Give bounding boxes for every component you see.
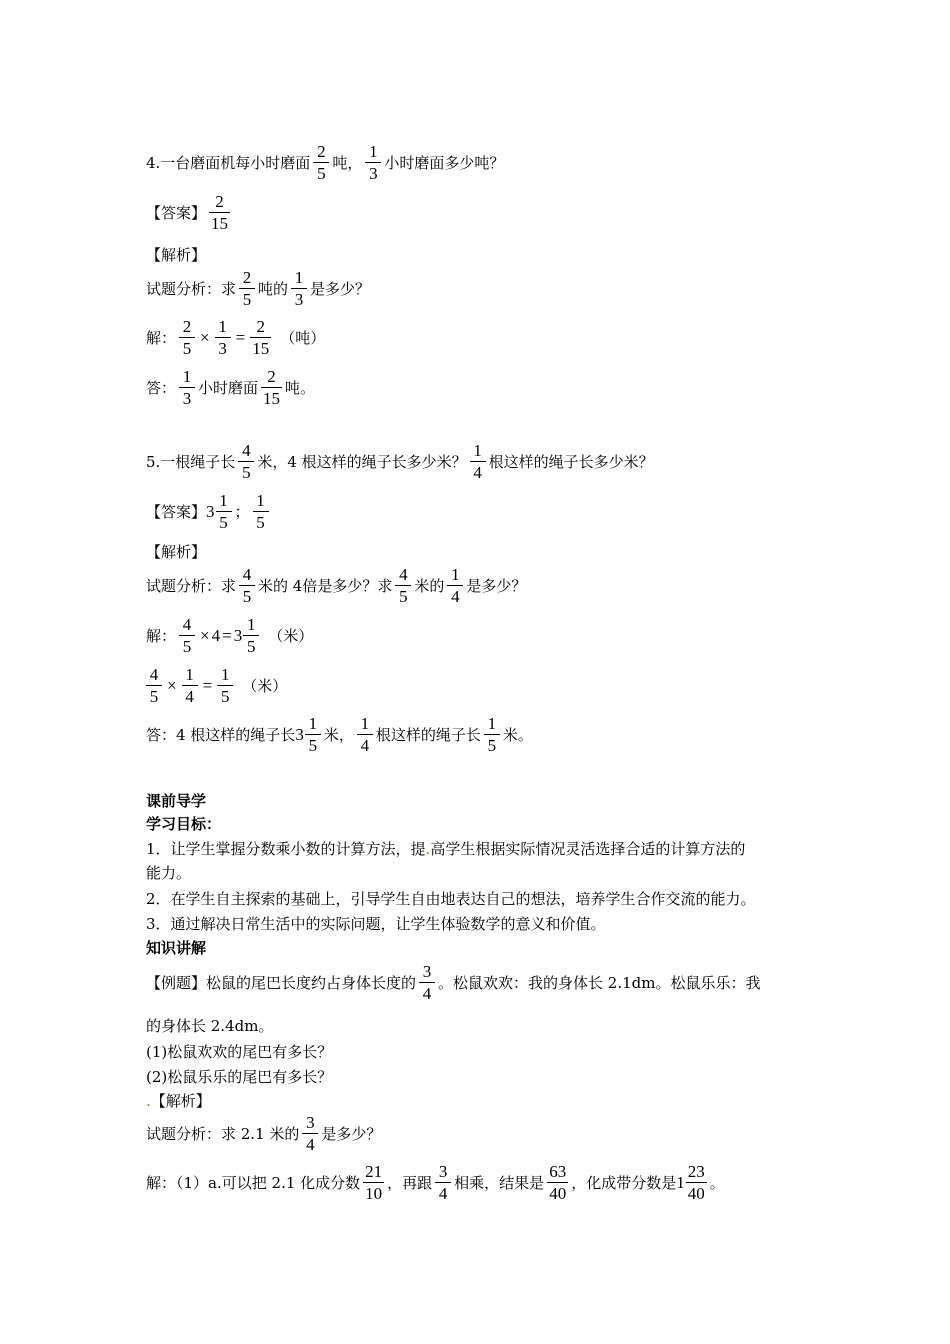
- numerator: 2: [242, 268, 252, 287]
- text: 试题分析：求: [146, 280, 237, 298]
- operator: ×: [200, 625, 210, 645]
- whole-number: 3: [233, 625, 243, 645]
- denominator: 40: [549, 1184, 567, 1203]
- section-heading-preview: [146, 790, 206, 811]
- text: 2．在学生自主探索的基础上，引导学生自由地表达自己的想法，培养学生合作交流的能力。: [146, 890, 756, 908]
- denominator: 15: [211, 214, 229, 233]
- numerator: 3: [306, 1113, 315, 1132]
- stray-mark: .: [146, 1091, 151, 1110]
- text: 米，: [323, 726, 354, 744]
- text: 5.一根绳子长: [146, 453, 236, 471]
- answer-label: 【答案】: [146, 503, 207, 521]
- numerator: 1: [220, 665, 230, 684]
- heading-text: 课前导学: [146, 792, 207, 810]
- fraction: [216, 492, 232, 531]
- numerator: 63: [549, 1162, 567, 1181]
- denominator: 5: [238, 461, 254, 481]
- fraction: [447, 566, 463, 605]
- q4-solution: [146, 318, 325, 357]
- fraction: [435, 1163, 451, 1202]
- example-jiexi: [146, 1090, 211, 1111]
- answer-label: 【答案】: [146, 204, 207, 222]
- text: 吨。: [285, 379, 316, 397]
- whole-number: 3: [295, 724, 304, 744]
- text: 米，4 根这样的绳子长多少米？: [257, 453, 467, 471]
- fraction: [217, 666, 233, 705]
- fraction: [146, 666, 162, 705]
- numerator: 21: [365, 1162, 383, 1181]
- q4-text: 小时磨面多少吨？: [384, 154, 505, 172]
- text: 是多少？: [310, 280, 371, 298]
- sub-question-2: [146, 1066, 332, 1087]
- fraction: [182, 666, 198, 705]
- sub-question-1: [146, 1041, 332, 1062]
- fraction: [419, 963, 435, 1002]
- denominator: 5: [217, 685, 233, 705]
- denominator: 4: [470, 461, 486, 481]
- operator: =: [235, 327, 246, 347]
- operator: =: [202, 675, 213, 695]
- denominator: 5: [239, 288, 255, 308]
- example-line-2: [146, 1015, 273, 1036]
- text: 是多少？: [321, 1125, 382, 1143]
- example-solution: [146, 1163, 725, 1202]
- numerator: 2: [182, 317, 192, 336]
- denominator: 4: [357, 734, 373, 754]
- operator: ×: [200, 327, 210, 347]
- text: 的身体长 2.4dm。: [146, 1017, 274, 1035]
- fraction: [547, 1163, 568, 1202]
- text: 吨的: [258, 280, 289, 298]
- text: ，化成带分数是: [571, 1174, 677, 1192]
- text: 米的 4倍是多少？求: [258, 577, 393, 595]
- denominator: 3: [179, 387, 195, 407]
- number: 4: [211, 625, 221, 645]
- denominator: 3: [215, 337, 231, 357]
- numerator: 4: [182, 615, 192, 634]
- numerator: 3: [438, 1162, 448, 1181]
- fraction: [179, 616, 195, 655]
- example-line-1: [146, 963, 760, 1002]
- numerator: 1: [369, 142, 378, 161]
- fraction: [209, 193, 230, 232]
- numerator: 3: [422, 962, 432, 981]
- numerator: 4: [399, 565, 408, 584]
- denominator: 4: [447, 585, 463, 605]
- fraction: [243, 616, 259, 655]
- denominator: 4: [419, 982, 435, 1002]
- fraction: [239, 269, 255, 308]
- goal-1-cont: [146, 862, 191, 883]
- q5-analysis: [146, 566, 526, 605]
- fraction: [484, 715, 500, 754]
- fraction: [250, 318, 271, 357]
- numerator: 1: [182, 367, 192, 386]
- q4-result: [146, 368, 315, 407]
- fraction: [363, 1163, 384, 1202]
- fraction: [291, 269, 307, 308]
- numerator: 1: [218, 317, 227, 336]
- text: 【例题】松鼠的尾巴长度约占身体长度的: [146, 974, 417, 992]
- example-analysis: [146, 1114, 381, 1153]
- denominator: 5: [305, 734, 321, 754]
- denominator: 5: [253, 511, 269, 531]
- denominator: 5: [395, 585, 411, 605]
- text: 。松鼠欢欢：我的身体长 2.1dm。松鼠乐乐：我: [438, 974, 761, 992]
- section-heading-knowledge: [146, 937, 206, 958]
- numerator: 4: [149, 665, 159, 684]
- denominator: 5: [484, 734, 500, 754]
- numerator: 1: [360, 714, 370, 733]
- jiexi-label: 【解析】: [146, 543, 207, 561]
- numerator: 2: [317, 142, 326, 161]
- text: 高学生根据实际情况灵活选择合适的计算方法的: [430, 840, 746, 858]
- text: 答：: [146, 379, 177, 397]
- fraction: [302, 1114, 318, 1153]
- numerator: 1: [185, 665, 194, 684]
- goal-2: [146, 888, 756, 909]
- denominator: 3: [291, 288, 307, 308]
- text: 米的: [414, 577, 445, 595]
- denominator: 4: [435, 1182, 451, 1202]
- text: 是多少？: [466, 577, 527, 595]
- fraction: [470, 442, 486, 481]
- jiexi-label: 【解析】: [146, 246, 207, 264]
- numerator: 23: [687, 1162, 705, 1181]
- fraction: [365, 143, 381, 182]
- text: 根这样的绳子长: [375, 726, 481, 744]
- q5-solution-2: [146, 666, 287, 705]
- text: 。: [709, 1174, 725, 1192]
- fraction: [305, 715, 321, 754]
- fraction: [395, 566, 411, 605]
- numerator: 4: [242, 441, 251, 460]
- text: 1．让学生掌握分数乘小数的计算方法，提: [146, 840, 426, 858]
- numerator: 1: [219, 491, 228, 510]
- fraction: [357, 715, 373, 754]
- fraction: [215, 318, 231, 357]
- fraction: [313, 143, 329, 182]
- text: ；: [234, 503, 250, 521]
- text: （吨）: [280, 329, 326, 347]
- denominator: 5: [179, 337, 195, 357]
- text: (1)松鼠欢欢的尾巴有多长？: [146, 1043, 333, 1061]
- numerator: 2: [256, 317, 265, 336]
- q4-text: 吨，: [332, 154, 363, 172]
- fraction: [179, 318, 195, 357]
- section-heading-goals: [146, 813, 221, 834]
- numerator: 1: [246, 615, 256, 634]
- numerator: 1: [308, 714, 318, 733]
- denominator: 10: [365, 1184, 383, 1203]
- denominator: 4: [182, 685, 198, 705]
- text: 3．通过解决日常生活中的实际问题，让学生体验数学的意义和价值。: [146, 915, 606, 933]
- q4-question: [146, 143, 504, 182]
- fraction: [179, 368, 195, 407]
- text: 答：4 根这样的绳子长: [146, 726, 296, 744]
- text: 根这样的绳子长多少米？: [488, 453, 654, 471]
- fraction: [686, 1163, 707, 1202]
- denominator: 3: [365, 162, 381, 182]
- denominator: 5: [216, 511, 232, 531]
- numerator: 1: [294, 268, 304, 287]
- denominator: 5: [243, 635, 259, 655]
- denominator: 15: [252, 339, 270, 358]
- q5-solution-1: [146, 616, 313, 655]
- jiexi-label: 【解析】: [150, 1092, 211, 1110]
- numerator: 1: [256, 491, 265, 510]
- heading-text: 学习目标：: [146, 815, 222, 833]
- operator: =: [222, 625, 232, 645]
- q4-text: 4.一台磨面机每小时磨面: [146, 154, 311, 172]
- denominator: 5: [146, 685, 162, 705]
- heading-text: 知识讲解: [146, 939, 207, 957]
- whole-number: 3: [206, 501, 215, 521]
- denominator: 5: [239, 585, 255, 605]
- text: 解：（1）a.可以把 2.1 化成分数: [146, 1174, 361, 1192]
- whole-number: 1: [676, 1172, 685, 1192]
- text: （米）: [242, 677, 288, 695]
- denominator: 5: [313, 162, 329, 182]
- goal-1: [146, 838, 745, 859]
- text: 解：: [146, 627, 177, 645]
- denominator: 4: [302, 1133, 318, 1153]
- numerator: 1: [451, 565, 460, 584]
- text: 试题分析：求: [146, 577, 237, 595]
- text: 相乘，结果是: [454, 1174, 545, 1192]
- numerator: 1: [473, 441, 482, 460]
- q5-result: [146, 715, 533, 754]
- q5-answer: [146, 492, 272, 531]
- numerator: 1: [487, 714, 497, 733]
- text: 小时磨面: [198, 379, 259, 397]
- q4-answer: [146, 193, 233, 232]
- q5-question: [146, 442, 654, 481]
- fraction: [253, 492, 269, 531]
- q5-jiexi: [146, 541, 206, 562]
- q4-analysis: [146, 269, 370, 308]
- fraction: [239, 566, 255, 605]
- text: 试题分析：求 2.1 米的: [146, 1125, 300, 1143]
- text: ，再跟: [387, 1174, 433, 1192]
- text: 米。: [502, 726, 533, 744]
- numerator: 4: [242, 565, 252, 584]
- text: 能力。: [146, 864, 192, 882]
- text: (2)松鼠乐乐的尾巴有多长？: [146, 1068, 333, 1086]
- fraction: [261, 368, 282, 407]
- denominator: 40: [687, 1184, 705, 1203]
- denominator: 5: [179, 635, 195, 655]
- fraction: [238, 442, 254, 481]
- text: （米）: [268, 627, 314, 645]
- numerator: 2: [215, 192, 224, 211]
- goal-3: [146, 913, 606, 934]
- numerator: 2: [267, 367, 276, 386]
- text: 解：: [146, 329, 177, 347]
- operator: ×: [167, 675, 177, 695]
- denominator: 15: [263, 389, 281, 408]
- stray-mark: .: [425, 839, 431, 858]
- q4-jiexi: [146, 244, 206, 265]
